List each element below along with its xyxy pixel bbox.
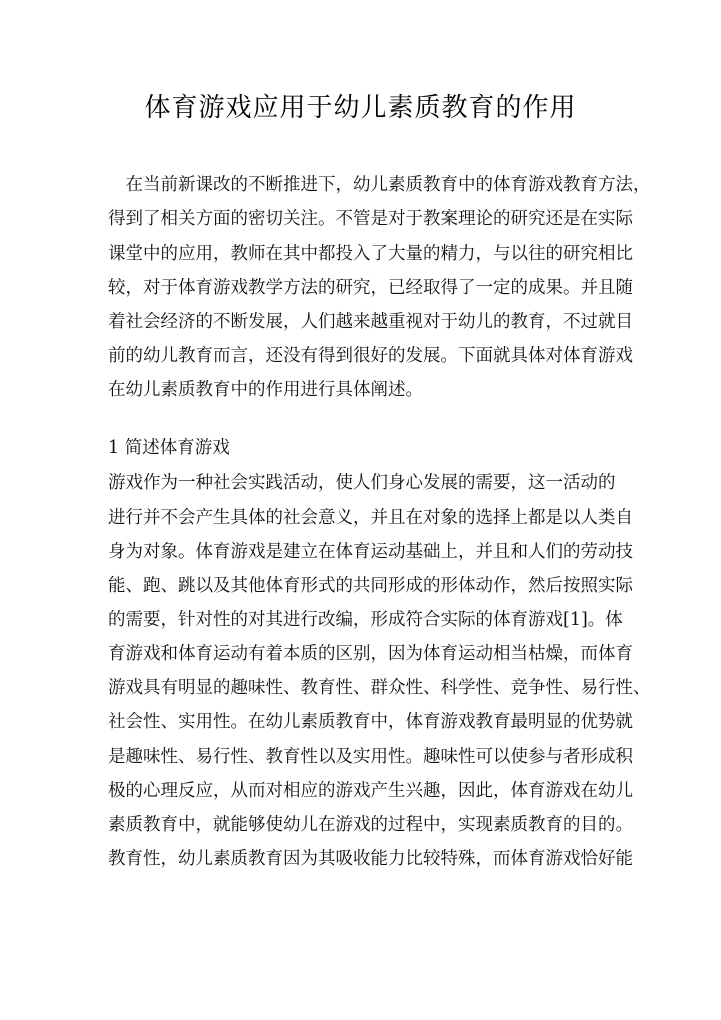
- body-text-line: 素质教育中，就能够使幼儿在游戏的过程中，实现素质教育的目的。: [108, 815, 633, 835]
- body-text-line: 进行并不会产生具体的社会意义，并且在对象的选择上都是以人类自: [108, 508, 633, 528]
- body-text-line: 的需要，针对性的对其进行改编，形成符合实际的体育游戏[1]。体: [108, 610, 623, 630]
- body-text-line: 身为对象。体育游戏是建立在体育运动基础上，并且和人们的劳动技: [108, 542, 633, 562]
- body-text-line: 着社会经济的不断发展，人们越来越重视对于幼儿的教育，不过就目: [108, 312, 633, 332]
- body-text-line: 游戏作为一种社会实践活动，使人们身心发展的需要，这一活动的: [108, 473, 616, 493]
- body-text-line: 前的幼儿教育而言，还没有得到很好的发展。下面就具体对体育游戏: [108, 346, 633, 366]
- body-text-line: 得到了相关方面的密切关注。不管是对于教案理论的研究还是在实际: [108, 209, 633, 229]
- document-title: 体育游戏应用于幼儿素质教育的作用: [144, 93, 577, 123]
- body-text-line: 育游戏和体育运动有着本质的区别，因为体育运动相当枯燥，而体育: [108, 644, 633, 664]
- section-heading: 1 简述体育游戏: [108, 438, 230, 458]
- body-text-line: 极的心理反应，从而对相应的游戏产生兴趣，因此，体育游戏在幼儿: [108, 781, 633, 801]
- body-text-line: 社会性、实用性。在幼儿素质教育中，体育游戏教育最明显的优势就: [108, 712, 633, 732]
- body-text-line: 游戏具有明显的趣味性、教育性、群众性、科学性、竞争性、易行性、: [108, 678, 651, 698]
- body-text-line: 是趣味性、易行性、教育性以及实用性。趣味性可以使参与者形成积: [108, 747, 633, 767]
- body-text-line: 在幼儿素质教育中的作用进行具体阐述。: [108, 380, 423, 400]
- body-text-line: 较，对于体育游戏教学方法的研究，已经取得了一定的成果。并且随: [108, 278, 633, 298]
- body-text-line: 教育性，幼儿素质教育因为其吸收能力比较特殊，而体育游戏恰好能: [108, 849, 633, 869]
- body-text-line: 课堂中的应用，教师在其中都投入了大量的精力，与以往的研究相比: [108, 244, 633, 264]
- body-text-line: 在当前新课改的不断推进下，幼儿素质教育中的体育游戏教育方法，: [108, 175, 651, 195]
- body-text-line: 能、跑、跳以及其他体育形式的共同形成的形体动作，然后按照实际: [108, 576, 633, 596]
